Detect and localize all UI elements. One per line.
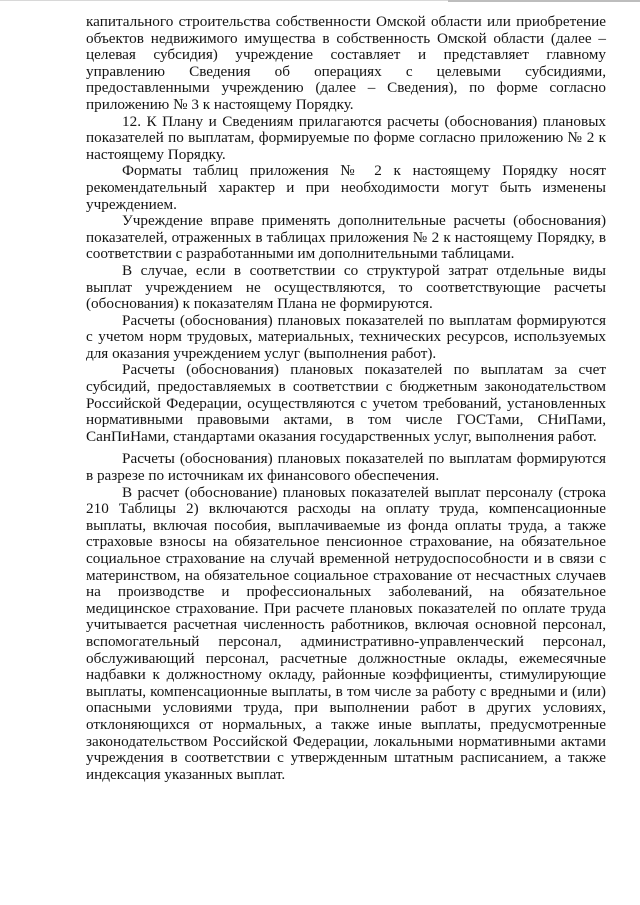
- paragraph-5: В случае, если в соответствии со структурой затрат отдельные виды выплат учреждением не осуществляются, то соответствующие расчеты (обоснования) к показателям Плана не формируются.: [86, 261, 606, 313]
- paragraph-9: В расчет (обоснование) плановых показателей выплат персоналу (строка 210 Таблицы 2) включаются расходы на оплату труда, компенсационные выплаты, включая пособия, выплачиваемые из фонда оплаты труда, а также страховые взносы на обязательное пенсионное страхование, на обязательное социальное страхование на случай временной нетрудоспособности и в связи с материнством, на обязательное социальное страхование от несчастных случаев на производстве и профессиональных заболеваний, на обязательное медицинское страхование. При расчете плановых показателей по оплате труда учитывается расчетная численность работников, включая основной персонал, вспомогательный персонал, административно-управленческий персонал, обслуживающий персонал, расчетные должностные оклады, ежемесячные надбавки к должностному окладу, районные коэффициенты, стимулирующие выплаты, компенсационные выплаты, в том числе за работу с вредными и (или) опасными условиями труда, при выполнении работ в других условиях, отклоняющихся от нормальных, а также иные выплаты, предусмотренные законодательством Российской Федерации, локальными нормативными актами учреждения в соответствии с утвержденным штатным расписанием, а также индексация указанных выплат.: [86, 483, 606, 783]
- paragraph-1: капитального строительства собственности Омской области или приобретение объектов недвижимого имущества в собственность Омской области (далее – целевая субсидия) учреждение составляет и представляет главному управлению Сведения об операциях с целевыми субсидиями, предоставленными учреждению (далее – Сведения), по форме согласно приложению № 3 к настоящему Порядку.: [86, 13, 606, 113]
- paragraph-8: Расчеты (обоснования) плановых показателей по выплатам формируются в разрезе по источникам их финансового обеспечения.: [86, 450, 606, 485]
- paragraph-6: Расчеты (обоснования) плановых показателей по выплатам формируются с учетом норм трудовых, материальных, технических ресурсов, используемых для оказания учреждением услуг (выполнения работ).: [86, 311, 606, 362]
- paragraph-3: Форматы таблиц приложения № 2 к настоящему Порядку носят рекомендательный характер и при необходимости могут быть изменены учреждением.: [86, 162, 606, 213]
- document-page: [86, 14, 606, 783]
- paragraph-2: 12. К Плану и Сведениям прилагаются расчеты (обоснования) плановых показателей по выплатам, формируемые по форме согласно приложению № 2 к настоящему Порядку.: [86, 112, 606, 163]
- scan-edge-shadow: [448, 0, 640, 2]
- paragraph-4: Учреждение вправе применять дополнительные расчеты (обоснования) показателей, отраженных в таблицах приложения № 2 к настоящему Порядку, в соответствии с разработанными им дополнительными таблицами.: [86, 212, 606, 263]
- paragraph-7: Расчеты (обоснования) плановых показателей по выплатам за счет субсидий, предоставляемых в соответствии с бюджетным законодательством Российской Федерации, осуществляются с учетом требований, установленных нормативными правовыми актами, в том числе ГОСТами, СНиПами, СанПиНами, стандартами оказания государственных услуг, выполнения работ.: [86, 361, 606, 445]
